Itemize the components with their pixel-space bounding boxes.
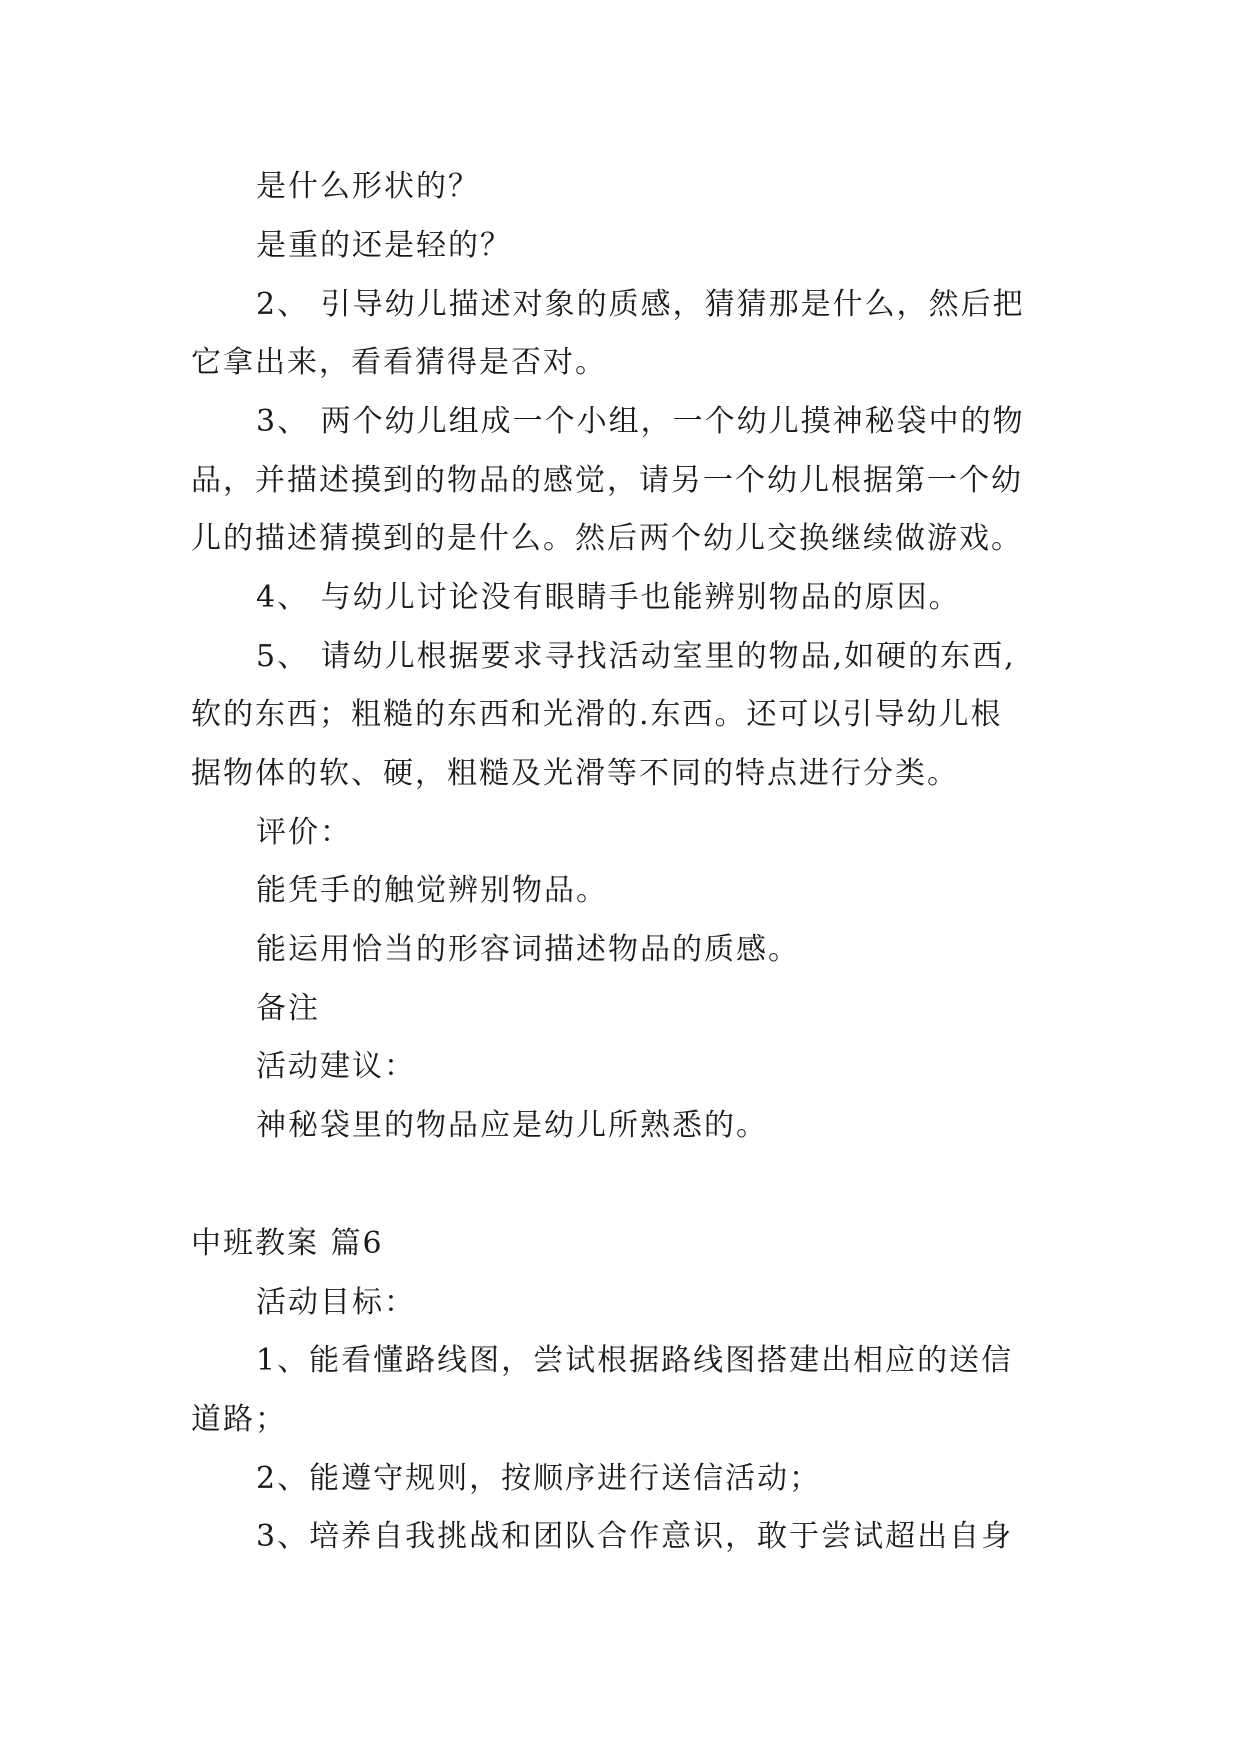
text-line: 神秘袋里的物品应是幼儿所熟悉的。 — [256, 1108, 768, 1143]
text-line: 儿的描述猜摸到的是什么。然后两个幼儿交换继续做游戏。 — [191, 521, 1023, 556]
text-line: 3、 两个幼儿组成一个小组，一个幼儿摸神秘袋中的物 — [256, 404, 1025, 439]
text-line: 能运用恰当的形容词描述物品的质感。 — [256, 932, 800, 967]
text-line: 备注 — [256, 991, 320, 1026]
text-line: 活动建议： — [256, 1049, 416, 1084]
text-line: 4、 与幼儿讨论没有眼睛手也能辨别物品的原因。 — [256, 580, 961, 615]
text-line: 评价： — [256, 815, 352, 850]
text-line: 1、能看懂路线图，尝试根据路线图搭建出相应的送信 — [256, 1343, 1014, 1378]
text-line: 品，并描述摸到的物品的感觉，请另一个幼儿根据第一个幼 — [191, 463, 1023, 498]
text-line: 2、 引导幼儿描述对象的质感，猜猜那是什么，然后把 — [256, 287, 1025, 322]
text-line: 5、 请幼儿根据要求寻找活动室里的物品,如硬的东西, — [256, 639, 1016, 674]
text-line: 是重的还是轻的？ — [256, 228, 512, 263]
text-line: 它拿出来，看看猜得是否对。 — [191, 345, 607, 380]
text-line: 3、培养自我挑战和团队合作意识，敢于尝试超出自身 — [256, 1519, 1014, 1554]
text-line: 软的东西；粗糙的东西和光滑的.东西。还可以引导幼儿根 — [191, 697, 1003, 732]
text-line: 据物体的软、硬，粗糙及光滑等不同的特点进行分类。 — [191, 756, 959, 791]
text-line: 道路； — [191, 1402, 287, 1437]
text-line: 是什么形状的？ — [256, 169, 480, 204]
text-line: 2、能遵守规则，按顺序进行送信活动； — [256, 1461, 822, 1496]
text-line: 活动目标： — [256, 1285, 416, 1320]
section-heading: 中班教案 篇6 — [191, 1226, 384, 1261]
text-line: 能凭手的触觉辨别物品。 — [256, 873, 608, 908]
